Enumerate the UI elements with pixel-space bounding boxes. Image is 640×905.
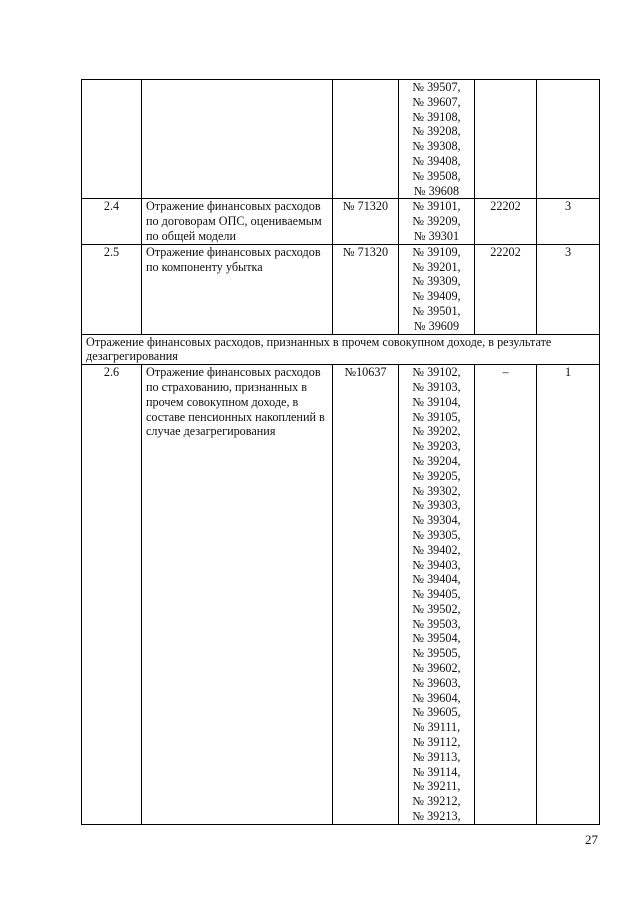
table-row — [82, 199, 600, 244]
row-number: 2.5 — [82, 244, 142, 334]
account-number: № 39113, — [412, 749, 461, 764]
account-number: № 39108, — [412, 109, 461, 124]
row-code: 3 — [537, 199, 600, 244]
account-number: № 39403, — [412, 557, 461, 572]
row-credit-accounts — [399, 199, 475, 244]
account-number: № 39209, — [412, 214, 461, 229]
page-number: 27 — [585, 832, 598, 847]
account-number: № 39204, — [412, 453, 461, 468]
row-code: 1 — [537, 365, 600, 825]
row-symbol: 22202 — [475, 199, 537, 244]
account-number: № 39503, — [412, 616, 461, 631]
account-number: № 39211, — [412, 779, 461, 794]
account-number: № 39301 — [413, 228, 460, 243]
account-list — [403, 199, 470, 243]
table-row — [82, 244, 600, 334]
row-symbol: – — [475, 365, 537, 825]
account-number: № 39603, — [412, 675, 461, 690]
account-number: № 39304, — [412, 513, 461, 528]
section-row — [82, 334, 600, 365]
table-row — [82, 80, 600, 199]
account-number: № 39101, — [412, 199, 461, 214]
account-list — [403, 245, 470, 334]
row-description: Отражение финансовых расходов по страхованию, признанных в прочем совокупном доходе, в составе пенсионных накоплений в случае дезагрегирования — [142, 365, 333, 825]
row-description: Отражение финансовых расходов по договорам ОПС, оцениваемым по общей модели — [142, 199, 333, 244]
table-row — [82, 365, 600, 825]
row-credit-accounts — [399, 80, 475, 199]
row-debit-account: № 71320 — [333, 199, 399, 244]
section-heading: Отражение финансовых расходов, признанных в прочем совокупном доходе, в результате дезагрегирования — [82, 334, 600, 365]
account-list — [403, 80, 470, 198]
row-number: 2.4 — [82, 199, 142, 244]
account-number: № 39308, — [412, 139, 461, 154]
account-number: № 39112, — [412, 735, 461, 750]
account-number: № 39302, — [412, 483, 461, 498]
row-debit-account — [333, 80, 399, 199]
row-debit-account: № 71320 — [333, 244, 399, 334]
account-number: № 39404, — [412, 572, 461, 587]
accounting-table — [81, 79, 600, 825]
account-number: № 39103, — [412, 379, 461, 394]
account-number: № 39409, — [412, 289, 461, 304]
account-number: № 39114, — [412, 764, 461, 779]
row-number: 2.6 — [82, 365, 142, 825]
account-number: № 39607, — [412, 94, 461, 109]
account-number: № 39205, — [412, 468, 461, 483]
account-number: № 39501, — [412, 303, 461, 318]
account-number: № 39201, — [412, 259, 461, 274]
account-number: № 39604, — [412, 690, 461, 705]
account-number: № 39507, — [412, 80, 461, 94]
row-credit-accounts — [399, 365, 475, 825]
account-number: № 39408, — [412, 153, 461, 168]
row-credit-accounts — [399, 244, 475, 334]
row-symbol — [475, 80, 537, 199]
account-number: № 39609 — [413, 318, 460, 333]
account-number: № 39502, — [412, 601, 461, 616]
account-number: № 39202, — [412, 424, 461, 439]
row-description — [142, 80, 333, 199]
row-description: Отражение финансовых расходов по компоненту убытка — [142, 244, 333, 334]
account-number: № 39105, — [412, 409, 461, 424]
account-number: № 39608 — [413, 183, 460, 198]
account-number: № 39203, — [412, 439, 461, 454]
row-number — [82, 80, 142, 199]
account-number: № 39109, — [412, 244, 461, 259]
account-number: № 39605, — [412, 705, 461, 720]
row-code — [537, 80, 600, 199]
account-number: № 39213, — [412, 809, 461, 824]
account-number: № 39303, — [412, 498, 461, 513]
account-number: № 39508, — [412, 168, 461, 183]
account-number: № 39102, — [412, 365, 461, 380]
row-debit-account: №10637 — [333, 365, 399, 825]
account-number: № 39305, — [412, 527, 461, 542]
account-list — [403, 365, 470, 824]
account-number: № 39504, — [412, 631, 461, 646]
account-number: № 39602, — [412, 661, 461, 676]
account-number: № 39402, — [412, 542, 461, 557]
account-number: № 39208, — [412, 124, 461, 139]
account-number: № 39104, — [412, 394, 461, 409]
row-symbol: 22202 — [475, 244, 537, 334]
account-number: № 39309, — [412, 274, 461, 289]
account-number: № 39111, — [412, 720, 461, 735]
account-number: № 39505, — [412, 646, 461, 661]
account-number: № 39212, — [412, 794, 461, 809]
row-code: 3 — [537, 244, 600, 334]
account-number: № 39405, — [412, 587, 461, 602]
